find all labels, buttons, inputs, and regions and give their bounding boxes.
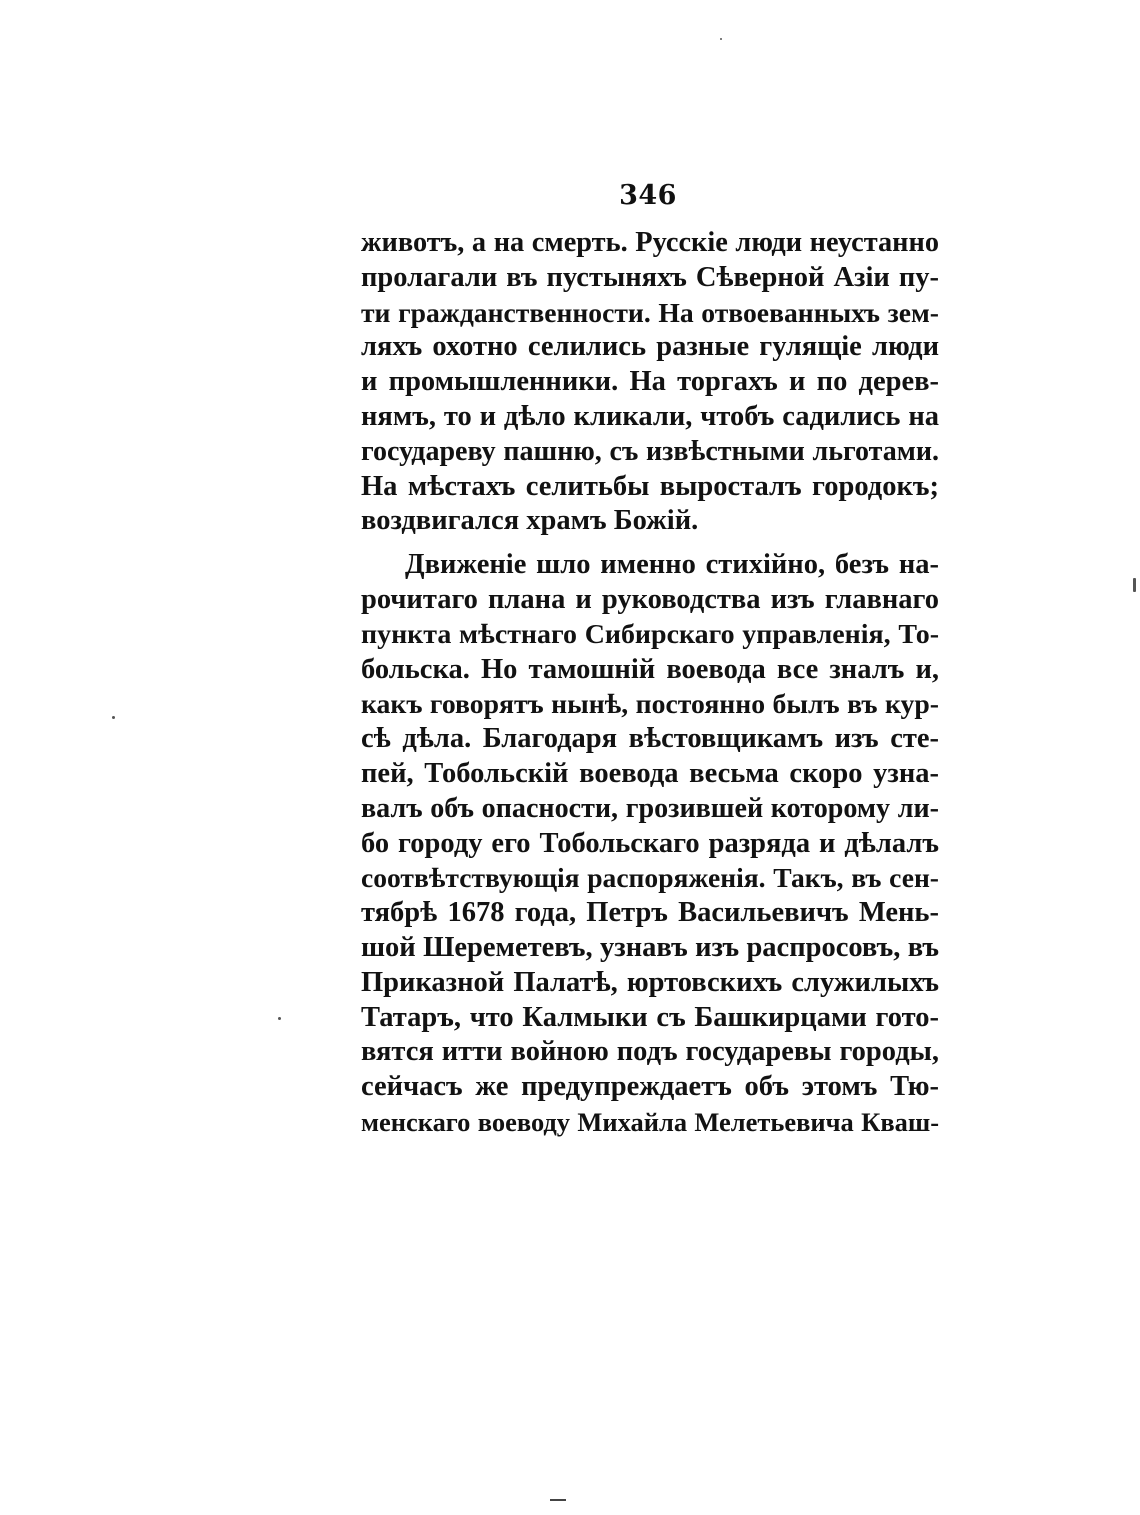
text-line: сейчасъ же предупреждаетъ объ этомъ Тю- (361, 1071, 939, 1103)
text-line: какъ говорятъ нынѣ, постоянно былъ въ кур- (361, 688, 939, 720)
scan-speck (112, 716, 115, 719)
text-line: сѣ дѣла. Благодаря вѣстовщикамъ изъ сте- (361, 723, 939, 755)
text-line: Татаръ, что Калмыки съ Башкирцами гото- (361, 1001, 939, 1033)
text-line: вятся итти войною подъ государевы городы, (361, 1036, 939, 1068)
scan-speck (278, 1017, 281, 1020)
text-line: животъ, а на смерть. Русскіе люди неустанно (361, 227, 939, 258)
paragraph-1 (361, 226, 939, 539)
text-line: нямъ, то и дѣло кликали, чтобъ садились на (361, 400, 939, 432)
scan-speck (720, 38, 722, 40)
text-line: и промышленники. На торгахъ и по дерев- (361, 366, 939, 398)
scan-speck (1133, 578, 1136, 592)
text-line: бо городу его Тобольскаго разряда и дѣлалъ (361, 827, 939, 859)
text-line: Приказной Палатѣ, юртовскихъ служилыхъ (361, 966, 939, 998)
text-line: пей, Тобольскій воевода весьма скоро узна- (361, 757, 939, 789)
text-line: больска. Но тамошній воевода все зналъ и, (361, 653, 939, 685)
text-line: рочитаго плана и руководства изъ главнаго (361, 583, 939, 615)
text-line: валъ объ опасности, грозившей которому ли- (361, 792, 939, 824)
page-number: 346 (619, 180, 677, 211)
text-line: воздвигался храмъ Божій. (361, 505, 699, 537)
text-line: ляхъ охотно селились разные гулящіе люди (361, 331, 939, 363)
body-text (361, 226, 939, 1140)
text-line: шой Шереметевъ, узнавъ изъ распросовъ, въ (361, 931, 939, 963)
text-line: тябрѣ 1678 года, Петръ Васильевичъ Мень- (361, 897, 939, 929)
scan-dash (550, 1499, 566, 1501)
text-line: ти гражданственности. На отвоеванныхъ зем- (361, 296, 939, 328)
text-line: На мѣстахъ селитьбы выросталъ городокъ; (361, 470, 939, 502)
text-line: менскаго воеводу Михайла Мелетьевича Кваш- (361, 1106, 939, 1137)
text-line: пролагали въ пустыняхъ Сѣверной Азіи пу- (361, 261, 939, 293)
text-line: государеву пашню, съ извѣстными льготами. (361, 435, 939, 467)
text-line: соотвѣтствующія распоряженія. Такъ, въ сен- (361, 862, 939, 894)
paragraph-gap (361, 539, 939, 548)
paragraph-2 (361, 548, 939, 1140)
text-line: пункта мѣстнаго Сибирскаго управленія, То- (361, 618, 939, 650)
text-line: Движеніе шло именно стихійно, безъ на- (405, 549, 939, 581)
